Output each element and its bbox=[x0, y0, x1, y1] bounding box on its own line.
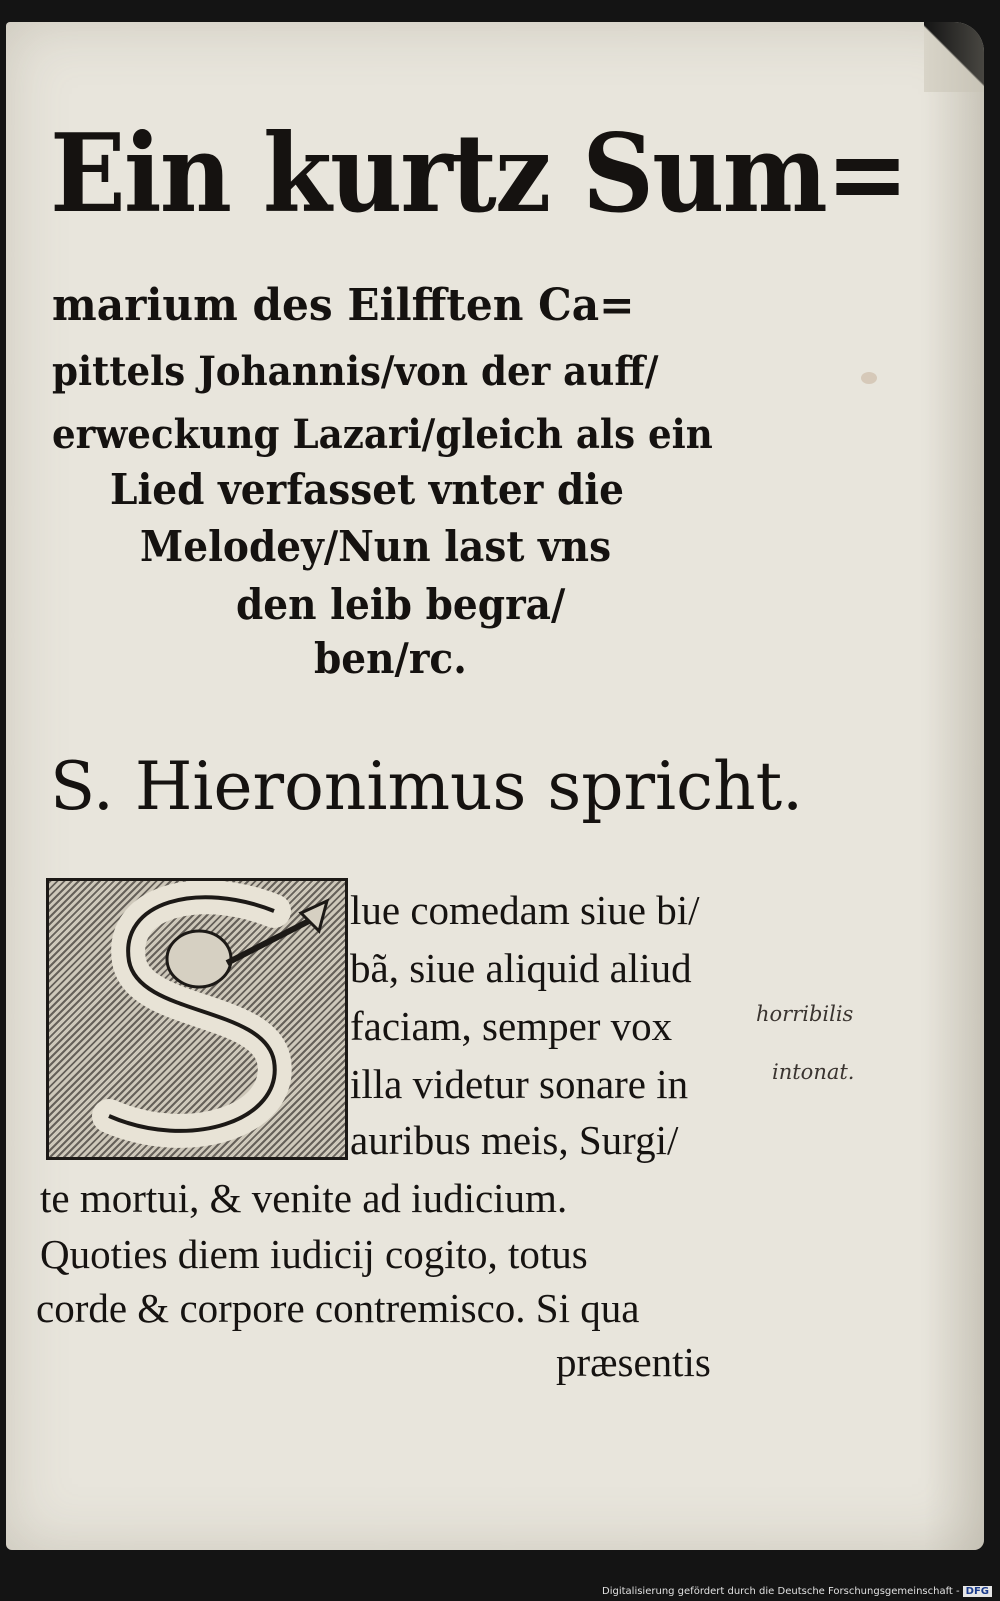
title-line-8: ben/rc. bbox=[314, 634, 467, 683]
footer-text: Digitalisierung gefördert durch die Deutsche Forschungsgemeinschaft - bbox=[602, 1586, 960, 1597]
book-page bbox=[6, 22, 984, 1550]
footer-credit bbox=[0, 1586, 1000, 1597]
margin-note-1: horribilis bbox=[756, 1002, 854, 1026]
text-line-7: Quoties diem iudicij cogito, totus bbox=[40, 1231, 588, 1277]
title-line-4: erweckung Lazari/gleich als ein bbox=[52, 411, 713, 458]
decorated-initial-s bbox=[46, 878, 348, 1160]
title-line-5: Lied verfasset vnter die bbox=[110, 465, 624, 514]
text-line-5: auribus meis, Surgi/ bbox=[350, 1117, 679, 1163]
folded-corner bbox=[924, 22, 984, 92]
title-line-3: pittels Johannis/von der auff/ bbox=[52, 348, 659, 395]
margin-note-2: intonat. bbox=[772, 1060, 855, 1084]
title-line-7: den leib begra/ bbox=[236, 580, 566, 629]
text-line-6: te mortui, & venite ad iudicium. bbox=[40, 1175, 568, 1221]
text-line-3: faciam, semper vox bbox=[350, 1003, 673, 1049]
text-line-9: præsentis bbox=[556, 1339, 711, 1385]
text-line-8: corde & corpore contremisco. Si qua bbox=[36, 1285, 640, 1331]
initial-letter-graphic bbox=[49, 881, 345, 1157]
text-line-4: illa videtur sonare in bbox=[350, 1061, 689, 1107]
text-line-2: bã, siue aliquid aliud bbox=[350, 945, 692, 991]
title-line-1: Ein kurtz Sum= bbox=[50, 111, 908, 237]
title-line-6: Melodey/Nun last vns bbox=[140, 522, 612, 571]
dfg-logo: DFG bbox=[963, 1586, 992, 1597]
section-heading: S. Hieronimus spricht. bbox=[50, 748, 804, 825]
title-line-2: marium des Eilfften Ca= bbox=[52, 280, 635, 331]
page-stain bbox=[861, 372, 877, 384]
text-line-1: lue comedam siue bi/ bbox=[350, 887, 700, 933]
